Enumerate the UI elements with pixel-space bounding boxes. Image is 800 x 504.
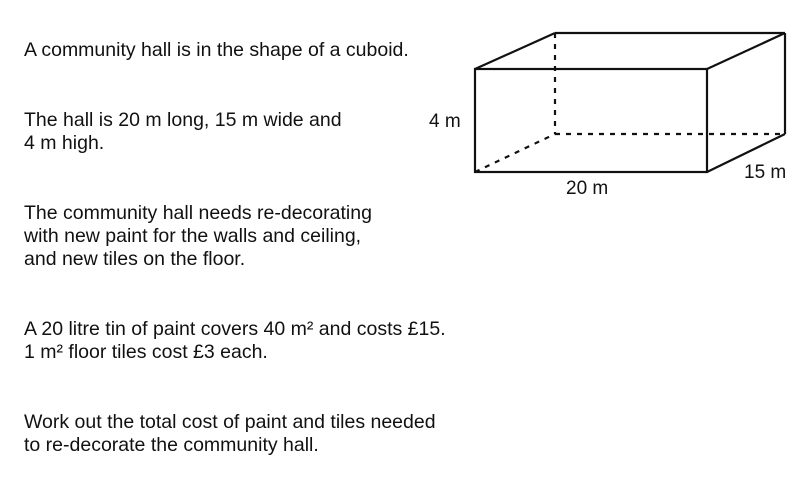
question-paragraph-intro: A community hall is in the shape of a cuboid. — [24, 39, 409, 61]
question-paragraph-dimensions: The hall is 20 m long, 15 m wide and 4 m high. — [24, 109, 342, 154]
cuboid-top-left-edge — [475, 33, 555, 69]
question-paragraph-instruction: Work out the total cost of paint and tiles needed to re-decorate the community hall. — [24, 411, 436, 456]
length-label: 20 m — [566, 178, 609, 199]
height-label: 4 m — [429, 111, 461, 132]
cuboid-front-face — [475, 69, 707, 172]
cuboid-hidden-diagonal-edge — [475, 134, 555, 172]
question-paragraph-costs: A 20 litre tin of paint covers 40 m² and costs £15. 1 m² floor tiles cost £3 each. — [24, 318, 446, 363]
question-paragraph-task: The community hall needs re-decorating with new paint for the walls and ceiling, and new tiles on the floor. — [24, 202, 372, 270]
width-label: 15 m — [744, 162, 787, 183]
cuboid-top-right-edge — [707, 33, 785, 69]
